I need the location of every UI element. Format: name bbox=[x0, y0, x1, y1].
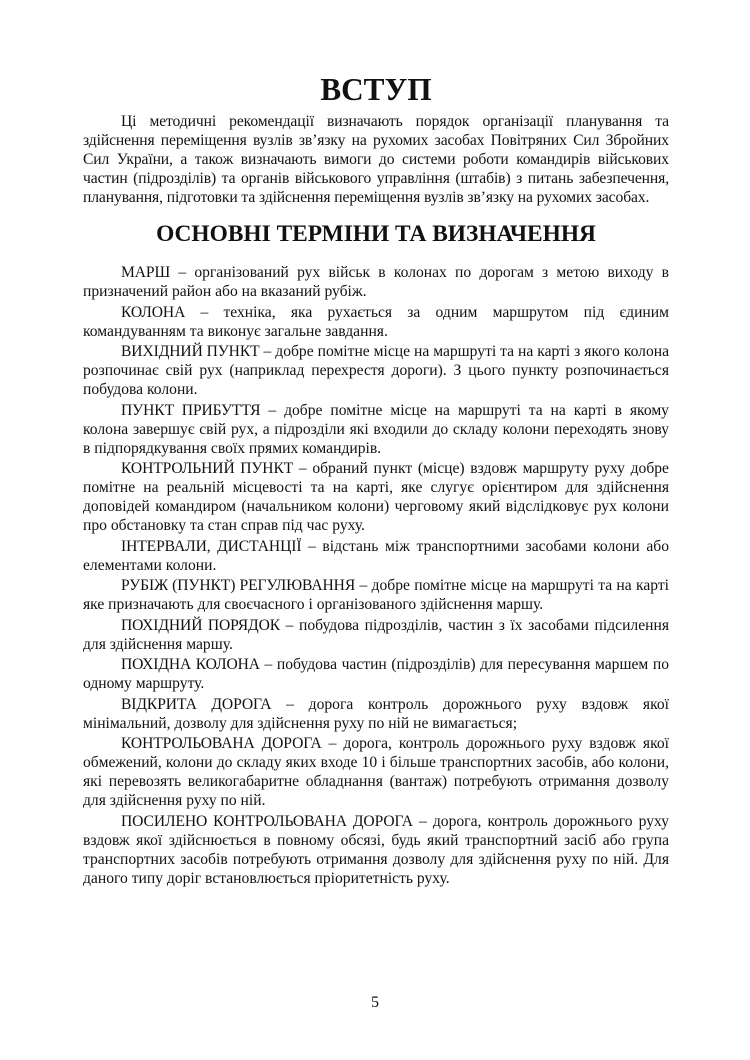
term-definition: – дорога, контроль дорожнього руху вздовж якої здійснюється в повному обсязі, будь який транспортний засіб або група транспортних засобів потребують отримання дозволу для здійснення руху по ній. Для даного типу доріг встановлюється пріоритетність руху. bbox=[83, 812, 669, 887]
term-name: КОНТРОЛЬНИЙ ПУНКТ bbox=[121, 460, 294, 477]
term-definition: – організований рух військ в колонах по дорогам з метою виходу в призначений район або на вказаний рубіж. bbox=[83, 264, 669, 300]
term-item bbox=[83, 734, 669, 810]
terms-heading: ОСНОВНІ ТЕРМІНИ ТА ВИЗНАЧЕННЯ bbox=[156, 221, 596, 247]
term-item bbox=[83, 303, 669, 341]
term-definition: – побудова підрозділів, частин з їх засобами підсилення для здійснення маршу. bbox=[83, 616, 670, 653]
intro-paragraph: Ці методичні рекомендації визначають порядок організації планування та здійснення переміщення вузлів зв’язку на рухомих засобах Повітряних Сил Збройних Сил України, а також визначають вимоги до системи роботи командирів військових частин (підрозділів) та органів військового управління (штабів) з питань забезпечення, планування, підготовки та здійснення переміщення вузлів зв’язку на рухомих засобах. bbox=[83, 113, 669, 206]
term-name: ВИХІДНИЙ ПУНКТ bbox=[121, 343, 260, 360]
term-name: ІНТЕРВАЛИ, ДИСТАНЦІЇ bbox=[121, 537, 302, 555]
term-definition: – добре помітне місце на маршруті та на карті з якого колона розпочинає свій рух (наприклад перехрестя дороги). З цього пункту розпочинається побудова колони. bbox=[83, 343, 670, 398]
terms-list bbox=[83, 263, 669, 888]
term-definition: – добре помітне місце на маршруті та на карті в якому колона завершує свій рух, а підрозділи які входили до складу колони переходять знову в підпорядкування своїх прямих командирів. bbox=[83, 401, 669, 457]
term-name: РУБІЖ (ПУНКТ) РЕГУЛЮВАННЯ bbox=[121, 577, 356, 594]
page-number: 5 bbox=[371, 994, 379, 1011]
term-item bbox=[83, 616, 669, 654]
document-page bbox=[83, 72, 670, 889]
term-name: КОНТРОЛЬОВАНА ДОРОГА bbox=[121, 735, 322, 752]
term-item bbox=[83, 401, 669, 458]
term-definition: – обраний пункт (місце) вздовж маршруту руху добре помітне на реальній місцевості та на карті, яке слугує орієнтиром для здійснення доповідей командиром (начальником колони) черговому який відслідковує рух колони про обстановку та стан справ під час руху. bbox=[83, 460, 669, 534]
term-name: ПОСИЛЕНО КОНТРОЛЬОВАНА ДОРОГА bbox=[121, 812, 413, 830]
term-name: МАРШ bbox=[121, 264, 171, 281]
term-item bbox=[83, 576, 669, 614]
intro-heading: ВСТУП bbox=[320, 72, 432, 107]
term-definition: – відстань між транспортними засобами колони або елементами колони. bbox=[83, 537, 669, 574]
term-name: КОЛОНА bbox=[121, 303, 186, 321]
term-definition: – дорога, контроль дорожнього руху вздовж якої обмежений, колони до складу яких входе 10 і більше транспортних засобів, або колони, які перевозять великогабаритне обладнання (вантаж) потребують отримання дозволу для здійснення руху по ній. bbox=[83, 735, 670, 809]
term-name: ПОХІДНИЙ ПОРЯДОК bbox=[121, 616, 281, 634]
term-item bbox=[83, 459, 669, 535]
term-definition: – дорога контроль дорожнього руху вздовж якої мінімальний, дозволу для здійснення руху по ній не вимагається; bbox=[83, 695, 669, 732]
term-item bbox=[83, 812, 669, 888]
term-item bbox=[83, 342, 669, 399]
term-definition: – добре помітне місце на маршруті та на карті яке призначають для своєчасного і організованого здійснення маршу. bbox=[83, 577, 669, 613]
term-item bbox=[83, 263, 669, 301]
term-item bbox=[83, 537, 669, 575]
term-name: ПУНКТ ПРИБУТТЯ bbox=[121, 401, 261, 419]
term-definition: – побудова частин (підрозділів) для пересування маршем по одному маршруту. bbox=[83, 656, 669, 692]
term-name: ВІДКРИТА ДОРОГА bbox=[121, 695, 272, 713]
term-definition: – техніка, яка рухається за одним маршрутом під єдиним командуванням та виконує загальне завдання. bbox=[83, 303, 669, 340]
term-item bbox=[83, 695, 669, 733]
term-name: ПОХІДНА КОЛОНА bbox=[121, 656, 260, 673]
term-item bbox=[83, 655, 669, 693]
